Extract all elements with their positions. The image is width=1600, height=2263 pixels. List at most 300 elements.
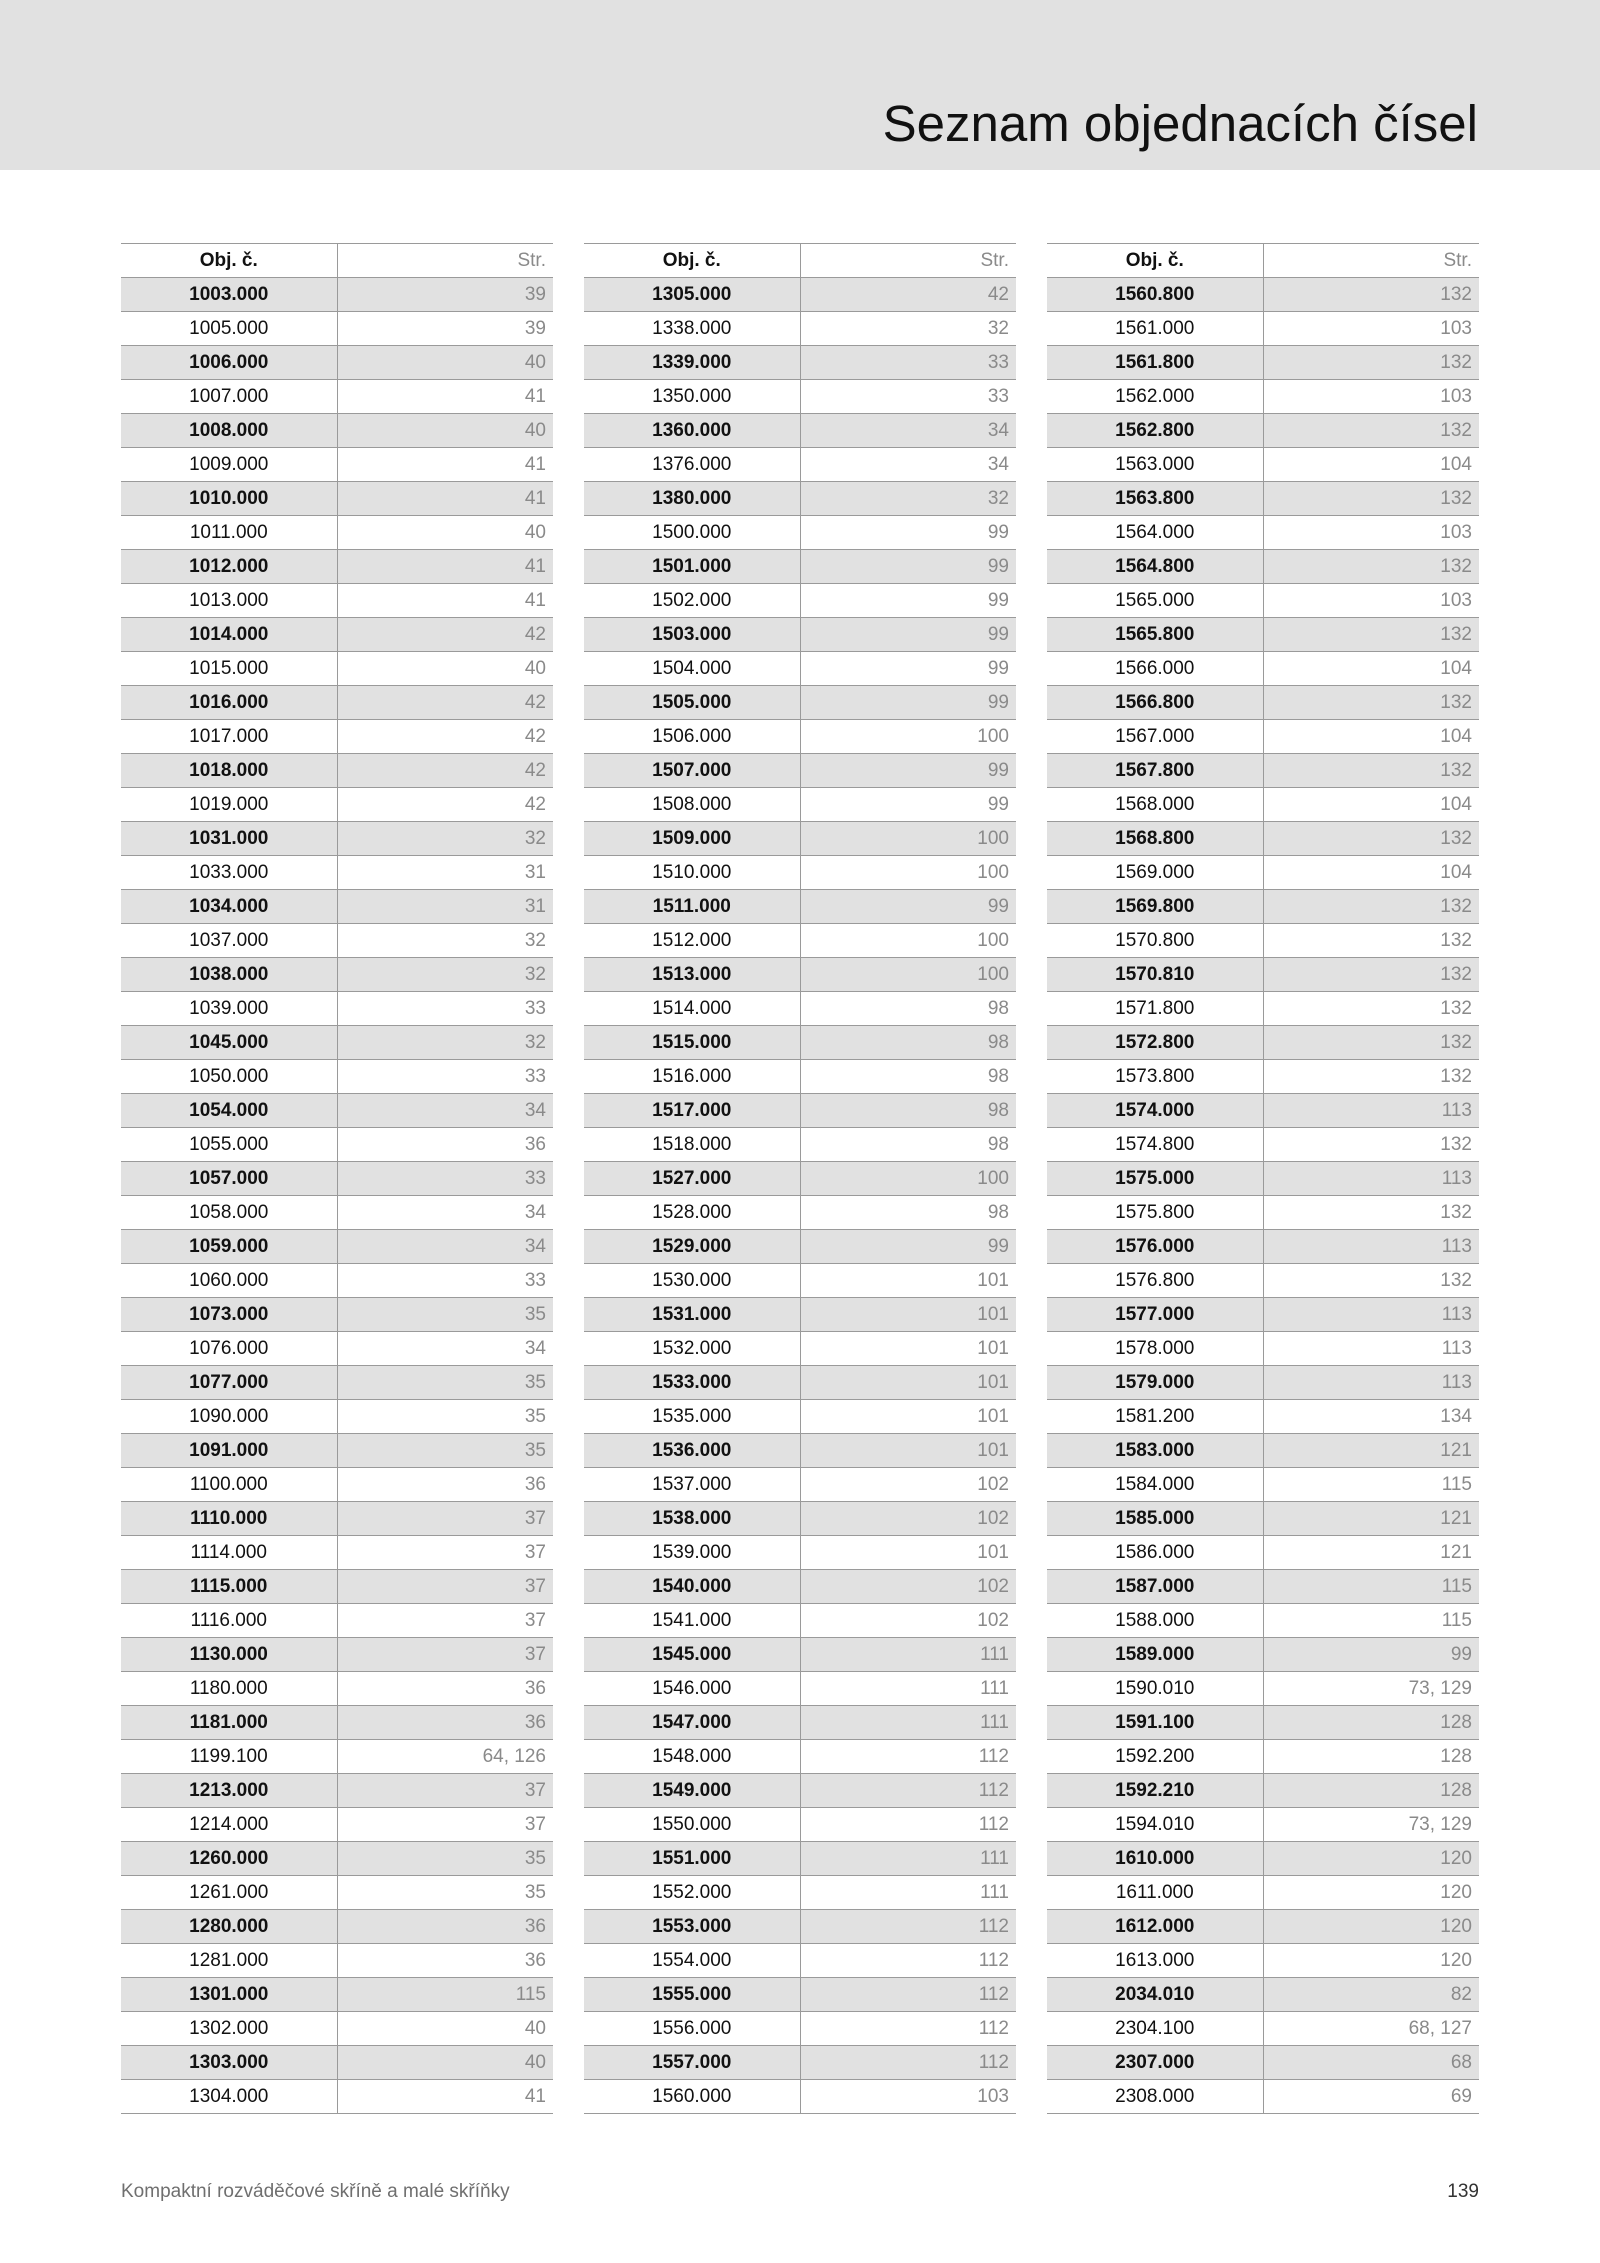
order-number-cell: 1560.800 — [1047, 278, 1263, 312]
order-number-cell: 1503.000 — [584, 618, 800, 652]
column-header-order-number: Obj. č. — [121, 244, 337, 278]
table-row — [1047, 1638, 1479, 1672]
table-row — [121, 1366, 553, 1400]
page-cell: 113 — [1263, 1332, 1479, 1366]
order-number-cell: 1380.000 — [584, 482, 800, 516]
table-row — [121, 380, 553, 414]
table-row — [121, 1264, 553, 1298]
page-cell: 99 — [800, 686, 1016, 720]
table-row — [584, 1332, 1016, 1366]
table-row — [121, 448, 553, 482]
page-cell: 37 — [337, 1604, 553, 1638]
page-cell: 115 — [1263, 1468, 1479, 1502]
order-number-cell: 1199.100 — [121, 1740, 337, 1774]
table-row — [584, 1400, 1016, 1434]
order-number-cell: 1612.000 — [1047, 1910, 1263, 1944]
page-cell: 113 — [1263, 1094, 1479, 1128]
page-cell: 132 — [1263, 1026, 1479, 1060]
table-row — [584, 1468, 1016, 1502]
table-row — [1047, 924, 1479, 958]
table-row — [1047, 1502, 1479, 1536]
page-cell: 104 — [1263, 788, 1479, 822]
order-number-cell: 1116.000 — [121, 1604, 337, 1638]
table-row — [121, 686, 553, 720]
page-cell: 120 — [1263, 1842, 1479, 1876]
order-number-cell: 1505.000 — [584, 686, 800, 720]
order-number-cell: 1535.000 — [584, 1400, 800, 1434]
table-row — [1047, 822, 1479, 856]
order-number-cell: 1007.000 — [121, 380, 337, 414]
order-number-cell: 1054.000 — [121, 1094, 337, 1128]
table-row — [121, 856, 553, 890]
table-row — [121, 1706, 553, 1740]
order-number-cell: 1039.000 — [121, 992, 337, 1026]
order-number-cell: 1576.000 — [1047, 1230, 1263, 1264]
order-number-cell: 1018.000 — [121, 754, 337, 788]
table-row — [584, 618, 1016, 652]
page-cell: 36 — [337, 1706, 553, 1740]
page-cell: 128 — [1263, 1774, 1479, 1808]
page-cell: 104 — [1263, 652, 1479, 686]
page-cell: 103 — [1263, 516, 1479, 550]
page-cell: 42 — [800, 278, 1016, 312]
order-number-cell: 1055.000 — [121, 1128, 337, 1162]
page-cell: 115 — [1263, 1570, 1479, 1604]
page-cell: 113 — [1263, 1298, 1479, 1332]
page-cell: 103 — [1263, 312, 1479, 346]
order-number-cell: 1091.000 — [121, 1434, 337, 1468]
order-number-cell: 2308.000 — [1047, 2080, 1263, 2114]
order-number-cell: 1532.000 — [584, 1332, 800, 1366]
order-number-cell: 1550.000 — [584, 1808, 800, 1842]
page-cell: 98 — [800, 1196, 1016, 1230]
table-row — [584, 278, 1016, 312]
page-title: Seznam objednacích čísel — [882, 95, 1478, 152]
page-cell: 33 — [337, 1060, 553, 1094]
table-row — [584, 652, 1016, 686]
order-number-cell: 1090.000 — [121, 1400, 337, 1434]
column-header-page: Str. — [800, 244, 1016, 278]
page-cell: 99 — [800, 550, 1016, 584]
order-number-cell: 2304.100 — [1047, 2012, 1263, 2046]
page-cell: 42 — [337, 618, 553, 652]
page-cell: 134 — [1263, 1400, 1479, 1434]
page-cell: 35 — [337, 1400, 553, 1434]
table-row — [1047, 754, 1479, 788]
table-row — [584, 992, 1016, 1026]
table-row — [1047, 1094, 1479, 1128]
table-row — [1047, 1978, 1479, 2012]
order-number-cell: 1008.000 — [121, 414, 337, 448]
page-cell: 98 — [800, 1094, 1016, 1128]
order-table — [121, 243, 553, 2114]
page-cell: 132 — [1263, 550, 1479, 584]
table-row — [1047, 1468, 1479, 1502]
table-row — [584, 1706, 1016, 1740]
table-row — [1047, 2080, 1479, 2114]
table-row — [1047, 1774, 1479, 1808]
column-header-order-number: Obj. č. — [1047, 244, 1263, 278]
page-cell: 40 — [337, 516, 553, 550]
table-row — [121, 958, 553, 992]
table-row — [121, 788, 553, 822]
table-row — [1047, 1400, 1479, 1434]
page-cell: 31 — [337, 856, 553, 890]
page-cell: 99 — [800, 788, 1016, 822]
table-row — [584, 380, 1016, 414]
order-number-cell: 1537.000 — [584, 1468, 800, 1502]
table-row — [1047, 1808, 1479, 1842]
order-number-cell: 1350.000 — [584, 380, 800, 414]
order-number-cell: 1280.000 — [121, 1910, 337, 1944]
page-cell: 132 — [1263, 924, 1479, 958]
order-number-cell: 1513.000 — [584, 958, 800, 992]
table-row — [1047, 1842, 1479, 1876]
page-cell: 132 — [1263, 822, 1479, 856]
order-number-cell: 1509.000 — [584, 822, 800, 856]
order-number-cell: 1360.000 — [584, 414, 800, 448]
table-row — [584, 550, 1016, 584]
page-cell: 104 — [1263, 856, 1479, 890]
order-number-cell: 1100.000 — [121, 1468, 337, 1502]
order-number-cell: 1050.000 — [121, 1060, 337, 1094]
order-number-cell: 1301.000 — [121, 1978, 337, 2012]
table-row — [584, 1740, 1016, 1774]
page-cell: 128 — [1263, 1706, 1479, 1740]
table-row — [584, 1298, 1016, 1332]
order-number-cell: 1013.000 — [121, 584, 337, 618]
page-cell: 132 — [1263, 1196, 1479, 1230]
page-cell: 132 — [1263, 618, 1479, 652]
page-cell: 41 — [337, 448, 553, 482]
order-number-cell: 1572.800 — [1047, 1026, 1263, 1060]
table-row — [584, 1502, 1016, 1536]
table-row — [121, 1876, 553, 1910]
table-row — [1047, 1944, 1479, 1978]
page-cell: 115 — [1263, 1604, 1479, 1638]
table-row — [584, 1060, 1016, 1094]
order-number-cell: 1508.000 — [584, 788, 800, 822]
order-number-cell: 1003.000 — [121, 278, 337, 312]
page-cell: 41 — [337, 482, 553, 516]
table-row — [1047, 1876, 1479, 1910]
table-row — [121, 1230, 553, 1264]
page-cell: 40 — [337, 652, 553, 686]
table-row — [584, 1672, 1016, 1706]
order-number-cell: 1303.000 — [121, 2046, 337, 2080]
order-number-cell: 1547.000 — [584, 1706, 800, 1740]
page-cell: 132 — [1263, 1264, 1479, 1298]
order-number-cell: 1130.000 — [121, 1638, 337, 1672]
table-row — [1047, 1060, 1479, 1094]
table-row — [584, 1944, 1016, 1978]
order-number-cell: 1536.000 — [584, 1434, 800, 1468]
page-cell: 112 — [800, 1740, 1016, 1774]
page-cell: 111 — [800, 1638, 1016, 1672]
page-cell: 98 — [800, 1060, 1016, 1094]
order-number-cell: 1502.000 — [584, 584, 800, 618]
page-cell: 112 — [800, 1910, 1016, 1944]
page-cell: 100 — [800, 924, 1016, 958]
order-number-cell: 1577.000 — [1047, 1298, 1263, 1332]
order-number-cell: 1011.000 — [121, 516, 337, 550]
order-number-cell: 1571.800 — [1047, 992, 1263, 1026]
table-row — [121, 1570, 553, 1604]
table-row — [121, 1468, 553, 1502]
order-number-cell: 1076.000 — [121, 1332, 337, 1366]
order-number-cell: 1560.000 — [584, 2080, 800, 2114]
page-cell: 102 — [800, 1604, 1016, 1638]
order-number-cell: 1058.000 — [121, 1196, 337, 1230]
order-number-cell: 1588.000 — [1047, 1604, 1263, 1638]
order-number-cell: 1562.000 — [1047, 380, 1263, 414]
page-cell: 115 — [337, 1978, 553, 2012]
page-cell: 120 — [1263, 1876, 1479, 1910]
order-number-cell: 1552.000 — [584, 1876, 800, 1910]
table-row — [584, 1910, 1016, 1944]
page-cell: 33 — [800, 346, 1016, 380]
table-row — [121, 720, 553, 754]
order-number-cell: 1181.000 — [121, 1706, 337, 1740]
table-row — [1047, 278, 1479, 312]
order-number-cell: 1031.000 — [121, 822, 337, 856]
page-cell: 36 — [337, 1128, 553, 1162]
order-number-cell: 1376.000 — [584, 448, 800, 482]
page-cell: 132 — [1263, 414, 1479, 448]
order-table — [584, 243, 1016, 2114]
table-row — [121, 822, 553, 856]
table-row — [1047, 958, 1479, 992]
table-row — [121, 1808, 553, 1842]
order-number-cell: 1017.000 — [121, 720, 337, 754]
order-number-cell: 1006.000 — [121, 346, 337, 380]
page-cell: 34 — [337, 1196, 553, 1230]
page-cell: 101 — [800, 1366, 1016, 1400]
order-number-cell: 1570.810 — [1047, 958, 1263, 992]
page-cell: 35 — [337, 1366, 553, 1400]
order-number-cell: 1213.000 — [121, 1774, 337, 1808]
order-number-cell: 1016.000 — [121, 686, 337, 720]
order-number-cell: 1576.800 — [1047, 1264, 1263, 1298]
table-row — [121, 924, 553, 958]
order-number-cell: 1563.000 — [1047, 448, 1263, 482]
table-row — [584, 1604, 1016, 1638]
page-cell: 73, 129 — [1263, 1672, 1479, 1706]
page-cell: 132 — [1263, 686, 1479, 720]
order-number-cell: 1529.000 — [584, 1230, 800, 1264]
order-number-cell: 1541.000 — [584, 1604, 800, 1638]
page-cell: 132 — [1263, 754, 1479, 788]
page-cell: 111 — [800, 1842, 1016, 1876]
page-cell: 121 — [1263, 1502, 1479, 1536]
order-number-cell: 1557.000 — [584, 2046, 800, 2080]
page-cell: 37 — [337, 1570, 553, 1604]
order-number-cell: 1501.000 — [584, 550, 800, 584]
page-cell: 36 — [337, 1468, 553, 1502]
table-row — [121, 618, 553, 652]
page-cell: 102 — [800, 1570, 1016, 1604]
table-row — [584, 482, 1016, 516]
order-number-cell: 1567.800 — [1047, 754, 1263, 788]
page-cell: 37 — [337, 1638, 553, 1672]
page-cell: 41 — [337, 550, 553, 584]
table-row — [1047, 482, 1479, 516]
order-number-cell: 1033.000 — [121, 856, 337, 890]
page-cell: 99 — [800, 618, 1016, 652]
order-number-cell: 1583.000 — [1047, 1434, 1263, 1468]
page-cell: 35 — [337, 1842, 553, 1876]
page-cell: 128 — [1263, 1740, 1479, 1774]
page-cell: 100 — [800, 720, 1016, 754]
page-cell: 132 — [1263, 482, 1479, 516]
table-row — [121, 1536, 553, 1570]
order-number-cell: 1110.000 — [121, 1502, 337, 1536]
order-number-cell: 1517.000 — [584, 1094, 800, 1128]
table-row — [584, 1638, 1016, 1672]
order-number-cell: 1073.000 — [121, 1298, 337, 1332]
page-cell: 120 — [1263, 1910, 1479, 1944]
page-cell: 103 — [800, 2080, 1016, 2114]
order-number-index — [121, 243, 1479, 2127]
order-number-cell: 1214.000 — [121, 1808, 337, 1842]
page-cell: 102 — [800, 1468, 1016, 1502]
page-cell: 99 — [800, 652, 1016, 686]
page-cell: 121 — [1263, 1536, 1479, 1570]
table-row — [121, 1638, 553, 1672]
table-row — [584, 1196, 1016, 1230]
order-number-cell: 1516.000 — [584, 1060, 800, 1094]
page-cell: 103 — [1263, 380, 1479, 414]
table-row — [1047, 686, 1479, 720]
page-cell: 132 — [1263, 1060, 1479, 1094]
order-number-cell: 1611.000 — [1047, 1876, 1263, 1910]
order-number-cell: 1500.000 — [584, 516, 800, 550]
page-cell: 73, 129 — [1263, 1808, 1479, 1842]
table-row — [1047, 856, 1479, 890]
page-cell: 112 — [800, 1774, 1016, 1808]
table-row — [121, 312, 553, 346]
table-row — [1047, 1604, 1479, 1638]
order-number-cell: 1515.000 — [584, 1026, 800, 1060]
table-row — [584, 1842, 1016, 1876]
table-row — [1047, 1570, 1479, 1604]
page-cell: 101 — [800, 1400, 1016, 1434]
order-number-cell: 1034.000 — [121, 890, 337, 924]
page-cell: 98 — [800, 1026, 1016, 1060]
page-cell: 132 — [1263, 278, 1479, 312]
table-row — [1047, 1536, 1479, 1570]
order-number-cell: 1549.000 — [584, 1774, 800, 1808]
table-header-row — [1047, 244, 1479, 278]
table-row — [1047, 414, 1479, 448]
order-number-cell: 1010.000 — [121, 482, 337, 516]
order-number-cell: 1114.000 — [121, 1536, 337, 1570]
page-cell: 41 — [337, 380, 553, 414]
table-row — [584, 686, 1016, 720]
order-number-cell: 1554.000 — [584, 1944, 800, 1978]
table-row — [1047, 1230, 1479, 1264]
order-number-cell: 1528.000 — [584, 1196, 800, 1230]
order-number-cell: 1564.800 — [1047, 550, 1263, 584]
order-number-cell: 1019.000 — [121, 788, 337, 822]
page-cell: 40 — [337, 2046, 553, 2080]
page-cell: 99 — [800, 890, 1016, 924]
table-row — [584, 448, 1016, 482]
page-cell: 101 — [800, 1434, 1016, 1468]
table-row — [1047, 380, 1479, 414]
table-row — [1047, 1162, 1479, 1196]
order-number-cell: 1568.000 — [1047, 788, 1263, 822]
order-number-cell: 1009.000 — [121, 448, 337, 482]
order-number-cell: 1565.800 — [1047, 618, 1263, 652]
table-row — [1047, 1298, 1479, 1332]
order-number-cell: 1573.800 — [1047, 1060, 1263, 1094]
table-row — [1047, 1196, 1479, 1230]
page-cell: 34 — [800, 414, 1016, 448]
table-row — [121, 1128, 553, 1162]
order-number-cell: 1305.000 — [584, 278, 800, 312]
page-cell: 68, 127 — [1263, 2012, 1479, 2046]
table-row — [1047, 550, 1479, 584]
page-cell: 113 — [1263, 1162, 1479, 1196]
table-row — [584, 1094, 1016, 1128]
table-row — [121, 1434, 553, 1468]
page-cell: 132 — [1263, 346, 1479, 380]
order-number-cell: 1594.010 — [1047, 1808, 1263, 1842]
table-row — [121, 992, 553, 1026]
table-row — [121, 1298, 553, 1332]
order-number-cell: 1038.000 — [121, 958, 337, 992]
page-cell: 37 — [337, 1502, 553, 1536]
order-number-cell: 1569.000 — [1047, 856, 1263, 890]
order-number-cell: 1561.800 — [1047, 346, 1263, 380]
table-row — [121, 1774, 553, 1808]
table-row — [584, 754, 1016, 788]
order-number-cell: 1592.210 — [1047, 1774, 1263, 1808]
order-number-cell: 1005.000 — [121, 312, 337, 346]
table-row — [1047, 890, 1479, 924]
index-column-1 — [121, 243, 553, 2114]
order-number-cell: 1538.000 — [584, 1502, 800, 1536]
footer-page-number: 139 — [1447, 2181, 1479, 2202]
page-cell: 98 — [800, 1128, 1016, 1162]
order-number-cell: 1581.200 — [1047, 1400, 1263, 1434]
table-row — [584, 516, 1016, 550]
table-row — [1047, 1026, 1479, 1060]
page-cell: 34 — [800, 448, 1016, 482]
order-number-cell: 1591.100 — [1047, 1706, 1263, 1740]
page-cell: 40 — [337, 414, 553, 448]
page-cell: 32 — [800, 312, 1016, 346]
order-number-cell: 1077.000 — [121, 1366, 337, 1400]
order-number-cell: 1057.000 — [121, 1162, 337, 1196]
table-row — [1047, 720, 1479, 754]
table-row — [121, 2080, 553, 2114]
page-cell: 32 — [337, 1026, 553, 1060]
order-number-cell: 1060.000 — [121, 1264, 337, 1298]
order-number-cell: 1304.000 — [121, 2080, 337, 2114]
table-row — [121, 1060, 553, 1094]
order-number-cell: 1587.000 — [1047, 1570, 1263, 1604]
order-number-cell: 1511.000 — [584, 890, 800, 924]
table-row — [1047, 1128, 1479, 1162]
table-row — [121, 1604, 553, 1638]
page-cell: 99 — [1263, 1638, 1479, 1672]
table-row — [121, 754, 553, 788]
order-number-cell: 1514.000 — [584, 992, 800, 1026]
order-number-cell: 1281.000 — [121, 1944, 337, 1978]
table-row — [121, 1978, 553, 2012]
